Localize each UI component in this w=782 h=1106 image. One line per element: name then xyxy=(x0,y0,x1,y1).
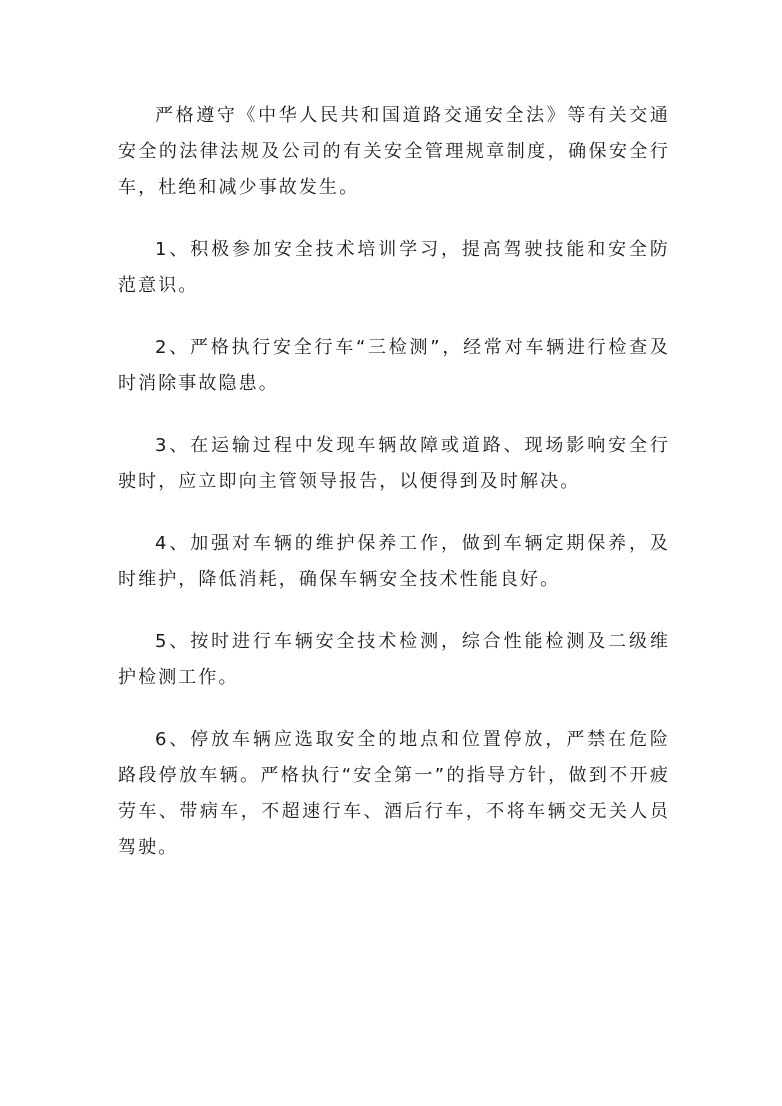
rule-item-6: 6、停放车辆应选取安全的地点和位置停放，严禁在危险路段停放车辆。严格执行“安全第一”的指导方针，做到不开疲劳车、带病车，不超速行车、酒后行车，不将车辆交无关人员驾驶。 xyxy=(118,729,670,858)
intro-paragraph: 严格遵守《中华人民共和国道路交通安全法》等有关交通安全的法律法规及公司的有关安全管理规章制度，确保安全行车，杜绝和减少事故发生。 xyxy=(118,105,670,198)
rule-item-5: 5、按时进行车辆安全技术检测，综合性能检测及二级维护检测工作。 xyxy=(118,631,670,688)
document-body xyxy=(118,98,670,866)
rule-item-2: 2、严格执行安全行车“三检测”，经常对车辆进行检查及时消除事故隐患。 xyxy=(118,337,670,394)
rule-item-1: 1、积极参加安全技术培训学习，提高驾驶技能和安全防范意识。 xyxy=(118,239,670,296)
rule-item-4: 4、加强对车辆的维护保养工作，做到车辆定期保养，及时维护，降低消耗，确保车辆安全技术性能良好。 xyxy=(118,533,670,590)
rule-item-3: 3、在运输过程中发现车辆故障或道路、现场影响安全行驶时，应立即向主管领导报告，以便得到及时解决。 xyxy=(118,435,670,492)
